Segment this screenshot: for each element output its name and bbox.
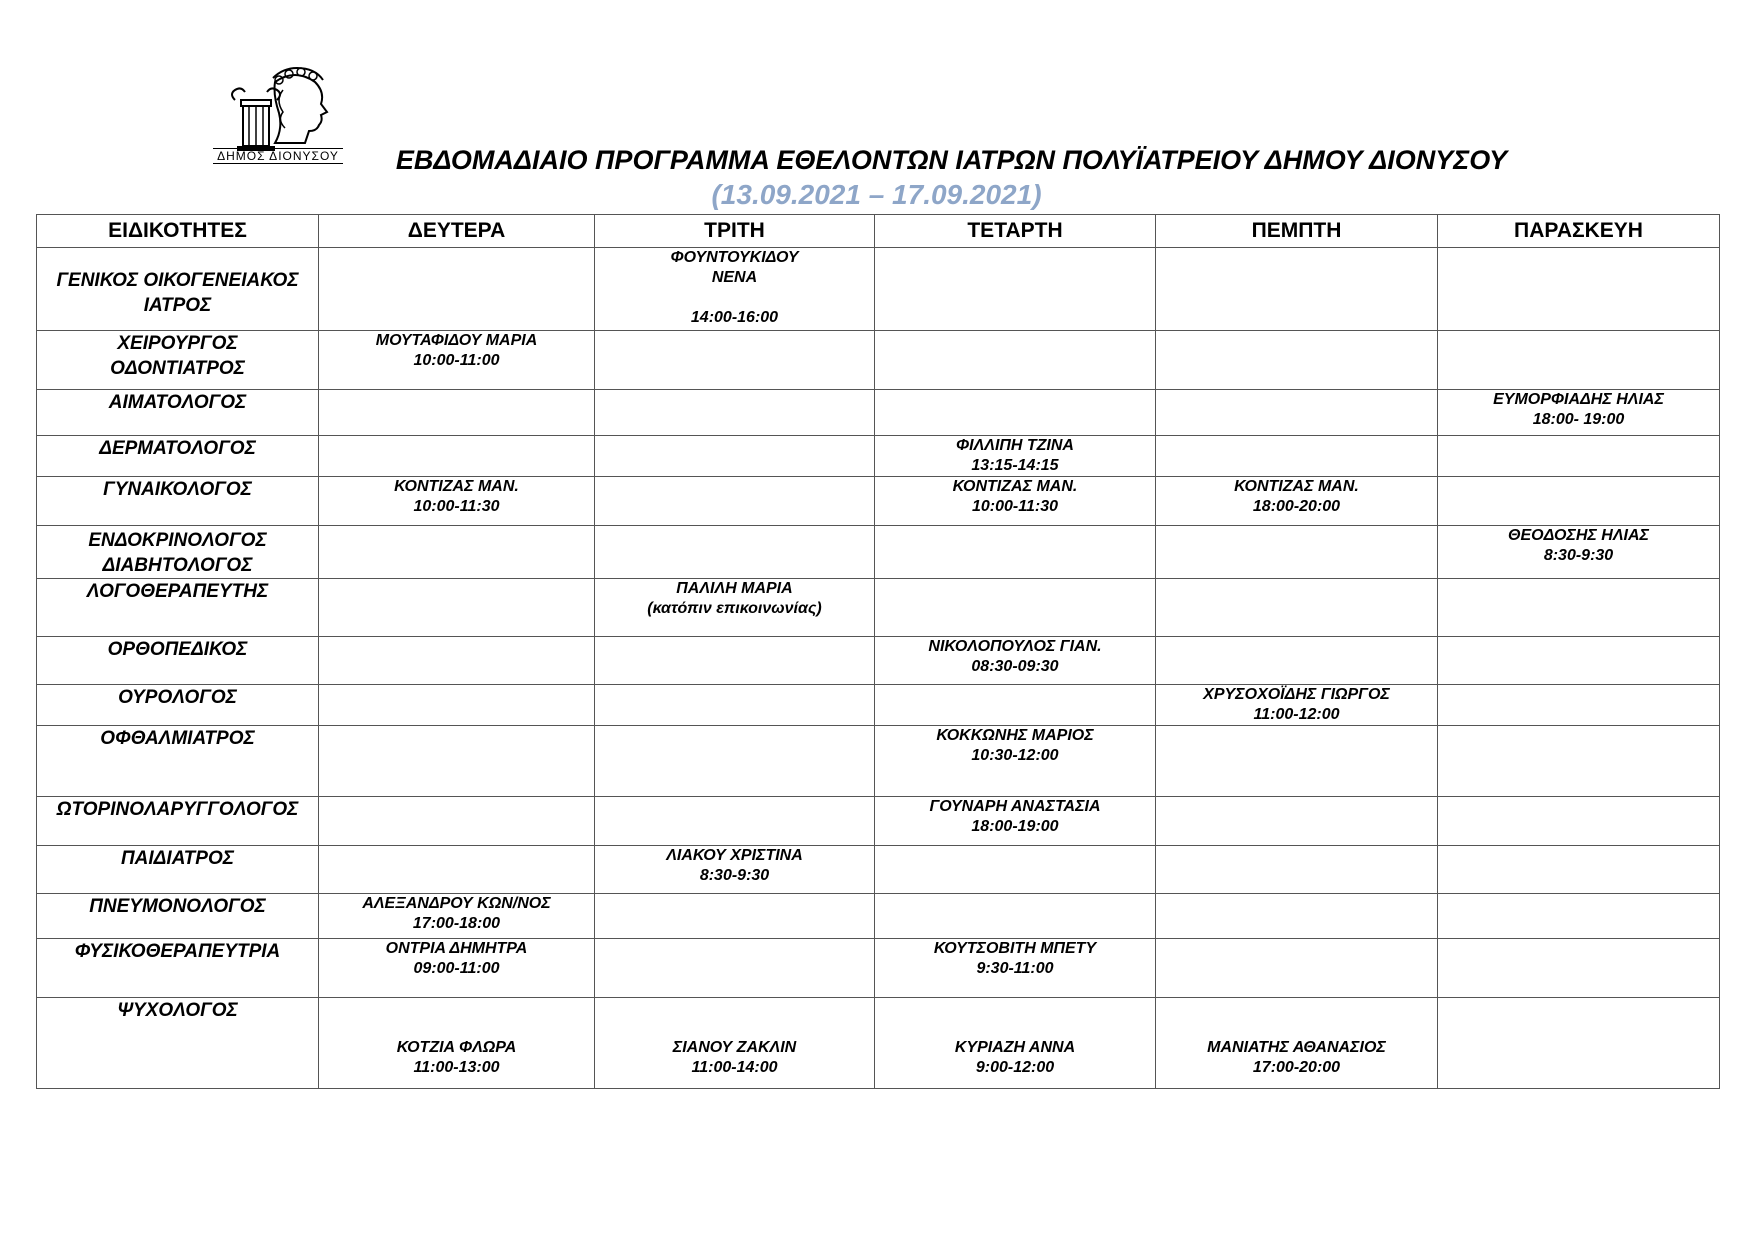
column-header: ΔΕΥΤΕΡΑ <box>319 215 595 248</box>
specialty-label: ΛΟΓΟΘΕΡΑΠΕΥΤΗΣ <box>86 581 269 602</box>
schedule-cell <box>875 436 1156 477</box>
schedule-text: 9:00-12:00 <box>975 1059 1055 1076</box>
schedule-cell <box>595 331 875 390</box>
specialty-label: ΧΕΙΡΟΥΡΓΟΣ <box>117 333 238 354</box>
schedule-cell <box>1438 685 1720 726</box>
specialty-cell <box>37 526 319 579</box>
schedule-cell <box>875 248 1156 331</box>
table-row <box>37 846 1720 894</box>
schedule-cell <box>1156 526 1438 579</box>
schedule-cell <box>1156 248 1438 331</box>
doctor-name: ΠΑΛΙΛΗ ΜΑΡΙΑ <box>676 580 793 597</box>
doctor-name: ΚΥΡΙΑΖΗ ΑΝΝΑ <box>954 1039 1076 1056</box>
schedule-cell <box>319 685 595 726</box>
specialty-label: ΠΑΙΔΙΑΤΡΟΣ <box>121 848 234 869</box>
schedule-text: 8:30-9:30 <box>1543 547 1614 564</box>
schedule-cell <box>875 477 1156 526</box>
schedule-cell <box>875 331 1156 390</box>
specialty-cell <box>37 998 319 1089</box>
schedule-cell <box>319 998 595 1089</box>
table-row <box>37 526 1720 579</box>
doctor-name: ΟΝΤΡΙΑ ΔΗΜΗΤΡΑ <box>385 940 528 957</box>
schedule-cell <box>319 390 595 436</box>
schedule-text: 9:30-11:00 <box>976 960 1054 977</box>
table-row <box>37 390 1720 436</box>
schedule-text: 17:00-18:00 <box>412 915 501 932</box>
doctor-name: ΑΛΕΞΑΝΔΡΟΥ ΚΩΝ/ΝΟΣ <box>362 895 551 912</box>
table-row <box>37 894 1720 939</box>
specialty-label: ΔΙΑΒΗΤΟΛΟΓΟΣ <box>102 555 253 576</box>
schedule-cell <box>1438 637 1720 685</box>
schedule-cell <box>1438 726 1720 797</box>
schedule-cell <box>595 436 875 477</box>
specialty-label: ΟΥΡΟΛΟΓΟΣ <box>118 687 237 708</box>
schedule-text: 10:00-11:00 <box>413 352 500 369</box>
schedule-cell <box>595 998 875 1089</box>
schedule-cell <box>319 248 595 331</box>
schedule-cell <box>319 939 595 998</box>
schedule-cell <box>319 726 595 797</box>
schedule-cell <box>319 846 595 894</box>
table-row <box>37 248 1720 331</box>
schedule-cell <box>319 579 595 637</box>
specialty-cell <box>37 685 319 726</box>
specialty-label: ΙΑΤΡΟΣ <box>143 295 212 316</box>
table-row <box>37 436 1720 477</box>
schedule-cell <box>595 685 875 726</box>
specialty-label: ΟΡΘΟΠΕΔΙΚΟΣ <box>107 639 248 660</box>
table-row <box>37 579 1720 637</box>
schedule-cell <box>319 436 595 477</box>
schedule-cell <box>1438 998 1720 1089</box>
schedule-cell <box>595 797 875 846</box>
schedule-cell <box>875 526 1156 579</box>
schedule-cell <box>595 846 875 894</box>
column-header: ΤΕΤΑΡΤΗ <box>875 215 1156 248</box>
schedule-cell <box>595 526 875 579</box>
doctor-name: ΕΥΜΟΡΦΙΑΔΗΣ ΗΛΙΑΣ <box>1493 391 1664 408</box>
doctor-name: ΜΑΝΙΑΤΗΣ ΑΘΑΝΑΣΙΟΣ <box>1207 1039 1386 1056</box>
specialty-label: ΩΤΟΡΙΝΟΛΑΡΥΓΓΟΛΟΓΟΣ <box>56 799 299 820</box>
schedule-cell <box>595 726 875 797</box>
specialty-label: ΟΦΘΑΛΜΙΑΤΡΟΣ <box>100 728 255 749</box>
doctor-name: ΜΟΥΤΑΦΙΔΟΥ ΜΑΡΙΑ <box>375 332 538 349</box>
table-row <box>37 939 1720 998</box>
schedule-text: 8:30-9:30 <box>699 867 770 884</box>
table-row <box>37 477 1720 526</box>
column-header: ΠΑΡΑΣΚΕΥΗ <box>1438 215 1720 248</box>
schedule-text: 18:00-19:00 <box>971 818 1059 835</box>
schedule-table <box>36 214 1720 1089</box>
schedule-cell <box>1156 477 1438 526</box>
doctor-name: ΦΙΛΛΙΠΗ ΤΖΙΝΑ <box>956 437 1074 454</box>
doctor-name: ΦΟΥΝΤΟΥΚΙΔΟΥ <box>670 249 799 266</box>
table-row <box>37 331 1720 390</box>
specialty-label: ΦΥΣΙΚΟΘΕΡΑΠΕΥΤΡΙΑ <box>74 941 281 962</box>
schedule-text: ΝΕΝΑ <box>711 269 758 286</box>
schedule-text: 13:15-14:15 <box>971 457 1059 474</box>
schedule-cell <box>1156 331 1438 390</box>
schedule-text: 10:00-11:30 <box>972 498 1058 515</box>
specialty-label: ΑΙΜΑΤΟΛΟΓΟΣ <box>108 392 247 413</box>
doctor-name: ΛΙΑΚΟΥ ΧΡΙΣΤΙΝΑ <box>666 847 803 864</box>
schedule-cell <box>875 637 1156 685</box>
schedule-cell <box>1438 248 1720 331</box>
schedule-text: 11:00-12:00 <box>1253 706 1340 723</box>
schedule-cell <box>319 477 595 526</box>
schedule-cell <box>1438 331 1720 390</box>
doctor-name: ΣΙΑΝΟΥ ΖΑΚΛΙΝ <box>672 1039 797 1056</box>
logo-caption: ΔΗΜΟΣ ΔΙΟΝΥΣΟΥ <box>213 148 343 164</box>
schedule-cell <box>875 894 1156 939</box>
doctor-name: ΓΟΥΝΑΡΗ ΑΝΑΣΤΑΣΙΑ <box>929 798 1101 815</box>
schedule-cell <box>595 477 875 526</box>
specialty-label: ΓΥΝΑΙΚΟΛΟΓΟΣ <box>103 479 252 500</box>
schedule-cell <box>1438 579 1720 637</box>
schedule-cell <box>595 390 875 436</box>
schedule-cell <box>1156 998 1438 1089</box>
schedule-cell <box>875 998 1156 1089</box>
schedule-text: 10:00-11:30 <box>413 498 500 515</box>
specialty-cell <box>37 637 319 685</box>
schedule-cell <box>875 390 1156 436</box>
schedule-text: 08:30-09:30 <box>971 658 1059 675</box>
schedule-text: 11:00-14:00 <box>691 1059 778 1076</box>
table-row <box>37 726 1720 797</box>
schedule-text: 09:00-11:00 <box>413 960 500 977</box>
schedule-cell <box>1156 436 1438 477</box>
schedule-cell <box>1156 846 1438 894</box>
doctor-name: ΚΟΤΖΙΑ ΦΛΩΡΑ <box>396 1039 517 1056</box>
table-row <box>37 685 1720 726</box>
column-header: ΤΡΙΤΗ <box>595 215 875 248</box>
schedule-cell <box>875 726 1156 797</box>
specialty-label: ΠΝΕΥΜΟΝΟΛΟΓΟΣ <box>89 896 266 917</box>
date-range: (13.09.2021 – 17.09.2021) <box>711 179 1042 210</box>
specialty-label: ΨΥΧΟΛΟΓΟΣ <box>117 1000 238 1021</box>
page-title: ΕΒΔΟΜΑΔΙΑΙΟ ΠΡΟΓΡΑΜΜΑ ΕΘΕΛΟΝΤΩΝ ΙΑΤΡΩΝ ΠΟΛΥΪΑΤΡΕΙΟΥ ΔΗΜΟΥ ΔΙΟΝΥΣΟΥ <box>395 145 1508 175</box>
schedule-cell <box>595 939 875 998</box>
schedule-cell <box>875 685 1156 726</box>
specialty-cell <box>37 797 319 846</box>
schedule-cell <box>1156 939 1438 998</box>
schedule-cell <box>595 637 875 685</box>
specialty-cell <box>37 436 319 477</box>
specialty-cell <box>37 579 319 637</box>
schedule-cell <box>1156 637 1438 685</box>
schedule-cell <box>1438 436 1720 477</box>
doctor-name: ΝΙΚΟΛΟΠΟΥΛΟΣ ΓΙΑΝ. <box>928 638 1102 655</box>
specialty-label: ΕΝΔΟΚΡΙΝΟΛΟΓΟΣ <box>88 530 267 551</box>
schedule-cell <box>1156 726 1438 797</box>
specialty-cell <box>37 894 319 939</box>
schedule-cell <box>1156 390 1438 436</box>
schedule-cell <box>1438 846 1720 894</box>
schedule-text: 17:00-20:00 <box>1252 1059 1341 1076</box>
schedule-cell <box>595 579 875 637</box>
schedule-cell <box>319 637 595 685</box>
schedule-cell <box>1438 390 1720 436</box>
doctor-name: ΧΡΥΣΟΧΟΪΔΗΣ ΓΙΩΡΓΟΣ <box>1203 686 1390 703</box>
doctor-name: ΘΕΟΔΟΣΗΣ ΗΛΙΑΣ <box>1508 527 1649 544</box>
specialty-label: ΟΔΟΝΤΙΑΤΡΟΣ <box>110 358 245 379</box>
schedule-cell <box>1438 797 1720 846</box>
table-row <box>37 797 1720 846</box>
specialty-cell <box>37 939 319 998</box>
doctor-name: ΚΟΝΤΙΖΑΣ ΜΑΝ. <box>952 478 1078 495</box>
schedule-cell <box>875 797 1156 846</box>
specialty-cell <box>37 331 319 390</box>
specialty-cell <box>37 390 319 436</box>
schedule-cell <box>1156 894 1438 939</box>
schedule-text: 14:00-16:00 <box>690 309 779 326</box>
specialty-cell <box>37 846 319 894</box>
schedule-cell <box>1438 526 1720 579</box>
schedule-cell <box>319 526 595 579</box>
doctor-name: ΚΟΚΚΩΝΗΣ ΜΑΡΙΟΣ <box>936 727 1094 744</box>
schedule-text: (κατόπιν επικοινωνίας) <box>647 600 822 617</box>
schedule-cell <box>1156 797 1438 846</box>
specialty-label: ΔΕΡΜΑΤΟΛΟΓΟΣ <box>99 438 256 459</box>
specialty-cell <box>37 477 319 526</box>
column-header: ΠΕΜΠΤΗ <box>1156 215 1438 248</box>
header-row <box>37 215 1720 248</box>
schedule-text: 18:00-20:00 <box>1252 498 1341 515</box>
schedule-cell <box>1438 939 1720 998</box>
doctor-name: ΚΟΥΤΣΟΒΙΤΗ ΜΠΕΤΥ <box>933 940 1097 957</box>
schedule-text: 11:00-13:00 <box>413 1059 500 1076</box>
specialty-cell <box>37 726 319 797</box>
specialty-cell <box>37 248 319 331</box>
schedule-text: 10:30-12:00 <box>971 747 1059 764</box>
table-row <box>37 637 1720 685</box>
schedule-cell <box>1438 894 1720 939</box>
schedule-cell <box>319 894 595 939</box>
schedule-cell <box>1156 685 1438 726</box>
schedule-cell <box>595 894 875 939</box>
schedule-cell <box>1438 477 1720 526</box>
table-row <box>37 998 1720 1089</box>
doctor-name: ΚΟΝΤΙΖΑΣ ΜΑΝ. <box>394 478 519 495</box>
schedule-text: 18:00- 19:00 <box>1532 411 1625 428</box>
doctor-name: ΚΟΝΤΙΖΑΣ ΜΑΝ. <box>1234 478 1359 495</box>
schedule-cell <box>875 579 1156 637</box>
schedule-cell <box>319 331 595 390</box>
schedule-cell <box>875 846 1156 894</box>
specialty-label: ΓΕΝΙΚΟΣ ΟΙΚΟΓΕΝΕΙΑΚΟΣ <box>56 270 299 291</box>
column-header: ΕΙΔΙΚΟΤΗΤΕΣ <box>37 215 319 248</box>
schedule-cell <box>319 797 595 846</box>
schedule-cell <box>875 939 1156 998</box>
schedule-cell <box>595 248 875 331</box>
schedule-cell <box>1156 579 1438 637</box>
